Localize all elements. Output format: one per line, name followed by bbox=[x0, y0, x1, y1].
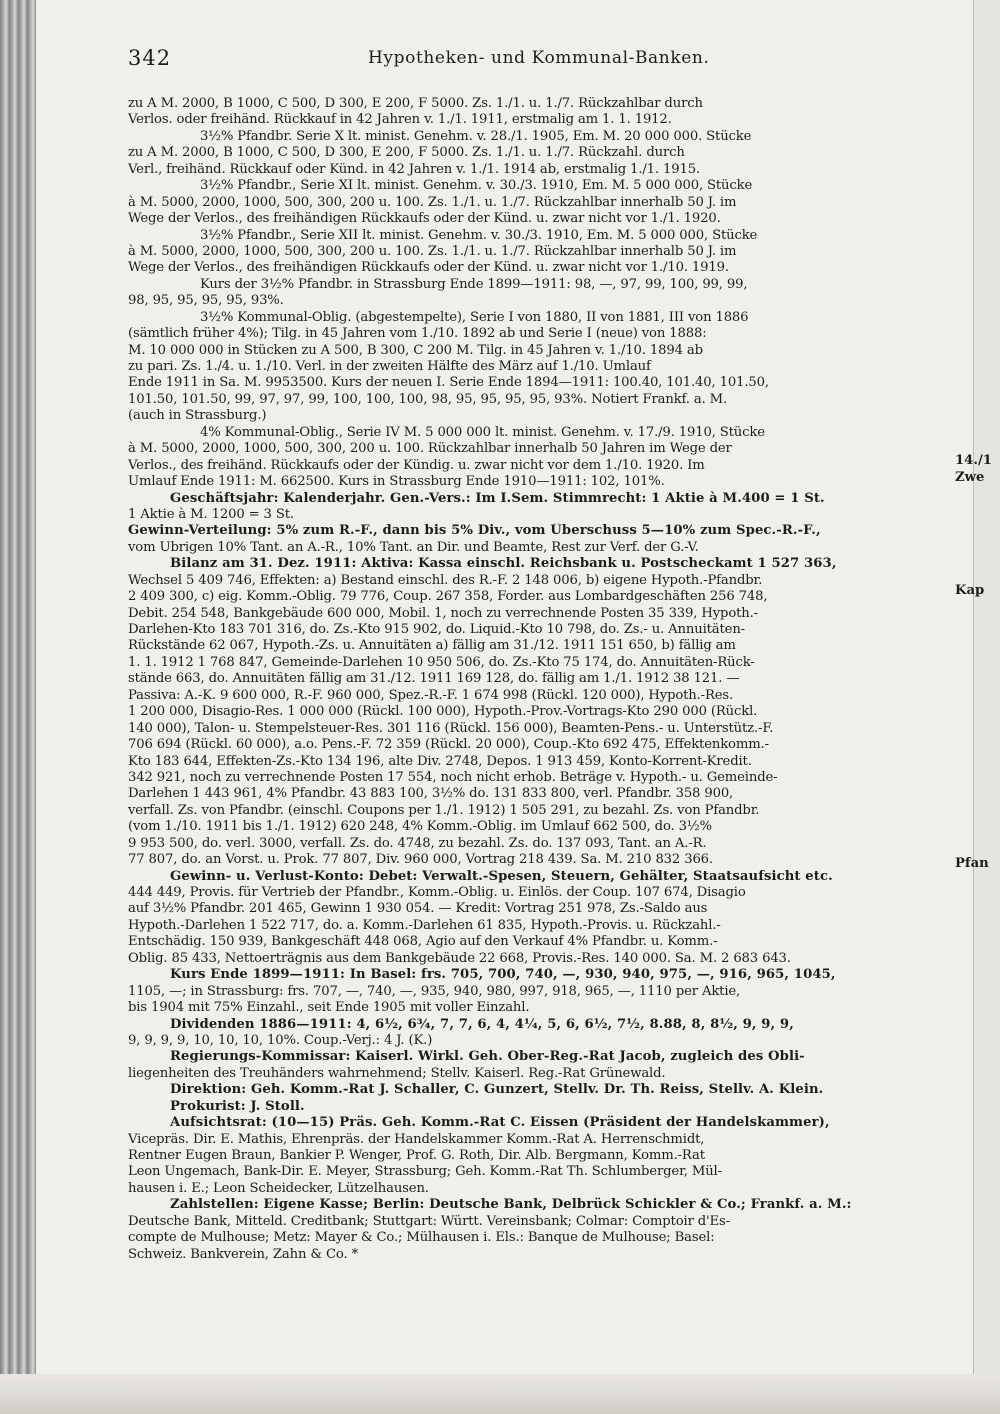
text-line: Passiva: A.-K. 9 600 000, R.-F. 960 000, Spez.-R.-F. 1 674 998 (Rückl. 120 000), Hypoth.-Res. bbox=[128, 687, 734, 703]
text-line: à M. 5000, 2000, 1000, 500, 300, 200 u. 100. Zs. 1./1. u. 1./7. Rückzahlbar innerhalb 50 J. im bbox=[128, 194, 737, 210]
text-line: 3½% Pfandbr., Serie XII lt. minist. Genehm. v. 30./3. 1910, Em. M. 5 000 000, Stücke bbox=[200, 227, 758, 243]
text-line: 3½% Pfandbr. Serie X lt. minist. Genehm. v. 28./1. 1905, Em. M. 20 000 000. Stücke bbox=[200, 128, 752, 144]
text-line: Verlos. oder freihänd. Rückkauf in 42 Jahren v. 1./1. 1911, erstmalig am 1. 1. 1912. bbox=[128, 112, 672, 128]
text-line: Kurs der 3½% Pfandbr. in Strassburg Ende 1899—1911: 98, —, 97, 99, 100, 99, 99, bbox=[200, 276, 748, 292]
page-body bbox=[128, 96, 968, 1263]
text-line: Wechsel 5 409 746, Effekten: a) Bestand einschl. des R.-F. 2 148 006, b) eigene Hypoth.-Pfandbr. bbox=[128, 572, 763, 588]
text-line: 444 449, Provis. für Vertrieb der Pfandbr., Komm.-Oblig. u. Einlös. der Coup. 107 674, Disagio bbox=[128, 885, 746, 900]
scan-bottom-edge bbox=[0, 1374, 1000, 1414]
text-line: Umlauf Ende 1911: M. 662500. Kurs in Strassburg Ende 1910—1911: 102, 101%. bbox=[128, 474, 665, 490]
text-line: 3½% Pfandbr., Serie XI lt. minist. Genehm. v. 30./3. 1910, Em. M. 5 000 000, Stücke bbox=[200, 178, 753, 194]
text-line: 1 200 000, Disagio-Res. 1 000 000 (Rückl. 100 000), Hypoth.-Prov.-Vortrags-Kto 290 000 (Rückl. bbox=[128, 704, 758, 720]
text-line: Hypoth.-Darlehen 1 522 717, do. a. Komm.-Darlehen 61 835, Hypoth.-Provis. u. Rückzahl.- bbox=[128, 917, 721, 933]
text-line: 1 Aktie à M. 1200 = 3 St. bbox=[128, 506, 294, 522]
text-line: hausen i. E.; Leon Scheidecker, Lützelhausen. bbox=[128, 1180, 429, 1196]
text-line: liegenheiten des Treuhänders wahrnehmend; Stellv. Kaiserl. Reg.-Rat Grünewald. bbox=[128, 1065, 666, 1081]
text-line: Verl., freihänd. Rückkauf oder Künd. in 42 Jahren v. 1./1. 1914 ab, erstmalig 1./1. 1915. bbox=[128, 161, 701, 177]
text-line: 706 694 (Rückl. 60 000), a.o. Pens.-F. 72 359 (Rückl. 20 000), Coup.-Kto 692 475, Effektenkomm.- bbox=[128, 737, 769, 753]
text-line: compte de Mulhouse; Metz: Mayer & Co.; Mülhausen i. Els.: Banque de Mulhouse; Basel: bbox=[128, 1230, 715, 1246]
scan-binding-edge bbox=[0, 0, 36, 1414]
text-line: 3½% Kommunal-Oblig. (abgestempelte), Serie I von 1880, II von 1881, III von 1886 bbox=[200, 309, 749, 325]
text-line: 77 807, do. an Vorst. u. Prok. 77 807, Div. 960 000, Vortrag 218 439. Sa. M. 210 832 366. bbox=[128, 852, 713, 868]
text-line: Leon Ungemach, Bank-Dir. E. Meyer, Strassburg; Geh. Komm.-Rat Th. Schlumberger, Mül- bbox=[128, 1164, 722, 1180]
adjacent-page-margin-text: Kap bbox=[955, 583, 985, 598]
adjacent-page-margin-text: Pfan bbox=[955, 856, 989, 871]
section-gewinn-verlust-konto: Gewinn- u. Verlust-Konto: Debet: Verwalt.-Spesen, Steuern, Gehälter, Staatsaufsicht etc. bbox=[170, 868, 833, 884]
text-line: 2 409 300, c) eig. Komm.-Oblig. 79 776, Coup. 267 358, Forder. aus Lombardgeschäften 256 748, bbox=[128, 589, 768, 605]
text-line: 342 921, noch zu verrechnende Posten 17 554, noch nicht erhob. Beträge v. Hypoth.- u. Gemeinde- bbox=[128, 769, 778, 785]
text-line: 98, 95, 95, 95, 95, 93%. bbox=[128, 293, 284, 309]
text-line: 1105, —; in Strassburg: frs. 707, —, 740, —, 935, 940, 980, 997, 918, 965, —, 1110 per Aktie, bbox=[128, 983, 741, 999]
text-line: verfall. Zs. von Pfandbr. (einschl. Coupons per 1./1. 1912) 1 505 291, zu bezahl. Zs. von Pfandbr. bbox=[128, 802, 760, 818]
page-number: 342 bbox=[128, 46, 172, 70]
section-aufsichtsrat: Aufsichtsrat: (10—15) Präs. Geh. Komm.-Rat C. Eissen (Präsident der Handelskammer), bbox=[170, 1115, 830, 1131]
text-line: 9 953 500, do. verl. 3000, verfall. Zs. do. 4748, zu bezahl. Zs. do. 137 093, Tant. an A.-R. bbox=[128, 835, 707, 851]
section-gewinn-verteilung: Gewinn-Verteilung: 5% zum R.-F., dann bis 5% Div., vom Überschuss 5—10% zum Spec.-R.-F., bbox=[128, 523, 821, 539]
text-line: (vom 1./10. 1911 bis 1./1. 1912) 620 248, 4% Komm.-Oblig. im Umlauf 662 500, do. 3½% bbox=[128, 819, 712, 835]
text-line: Darlehen-Kto 183 701 316, do. Zs.-Kto 915 902, do. Liquid.-Kto 10 798, do. Zs.- u. Annuitäten- bbox=[128, 622, 745, 637]
text-line: M. 10 000 000 in Stücken zu A 500, B 300, C 200 M. Tilg. in 45 Jahren v. 1./10. 1894 ab bbox=[128, 342, 703, 358]
text-line: Entschädig. 150 939, Bankgeschäft 448 068, Agio auf den Verkauf 4% Pfandbr. u. Komm.- bbox=[128, 934, 718, 950]
section-zahlstellen: Zahlstellen: Eigene Kasse; Berlin: Deutsche Bank, Delbrück Schickler & Co.; Frankf. a. M.: bbox=[170, 1197, 852, 1213]
section-prokurist: Prokurist: J. Stoll. bbox=[170, 1098, 305, 1114]
running-title: Hypotheken- und Kommunal-Banken. bbox=[368, 48, 710, 68]
text-line: Kto 183 644, Effekten-Zs.-Kto 134 196, alte Div. 2748, Depos. 1 913 459, Konto-Korrent-Kredit. bbox=[128, 753, 752, 769]
text-line: 1. 1. 1912 1 768 847, Gemeinde-Darlehen 10 950 506, do. Zs.-Kto 75 174, do. Annuitäten-Rück- bbox=[128, 654, 755, 670]
text-line: Schweiz. Bankverein, Zahn & Co. * bbox=[128, 1246, 359, 1262]
text-line: 140 000), Talon- u. Stempelsteuer-Res. 301 116 (Rückl. 156 000), Beamten-Pens.- u. Unterstütz.-F. bbox=[128, 720, 774, 736]
section-regierungs-kommissar: Regierungs-Kommissar: Kaiserl. Wirkl. Geh. Ober-Reg.-Rat Jacob, zugleich des Obli- bbox=[170, 1049, 805, 1065]
text-line: zu A M. 2000, B 1000, C 500, D 300, E 200, F 5000. Zs. 1./1. u. 1./7. Rückzahl. durch bbox=[128, 145, 685, 161]
text-line: auf 3½% Pfandbr. 201 465, Gewinn 1 930 054. — Kredit: Vortrag 251 978, Zs.-Saldo aus bbox=[128, 901, 708, 917]
text-line: bis 1904 mit 75% Einzahl., seit Ende 1905 mit voller Einzahl. bbox=[128, 1000, 530, 1016]
adjacent-page-edge bbox=[973, 0, 1000, 1414]
section-direktion: Direktion: Geh. Komm.-Rat J. Schaller, C. Gunzert, Stellv. Dr. Th. Reiss, Stellv. A. Klein. bbox=[170, 1082, 824, 1098]
section-bilanz: Bilanz am 31. Dez. 1911: Aktiva: Kassa einschl. Reichsbank u. Postscheckamt 1 527 363, bbox=[170, 556, 837, 572]
text-line: 4% Kommunal-Oblig., Serie IV M. 5 000 000 lt. minist. Genehm. v. 17./9. 1910, Stücke bbox=[200, 424, 765, 440]
text-line: Verlos., des freihänd. Rückkaufs oder der Kündig. u. zwar nicht vor dem 1./10. 1920. Im bbox=[128, 457, 705, 473]
text-line: (auch in Strassburg.) bbox=[128, 408, 267, 424]
section-geschaeftsjahr: Geschäftsjahr: Kalenderjahr. Gen.-Vers.: Im I.Sem. Stimmrecht: 1 Aktie à M.400 = 1 St. bbox=[170, 490, 825, 506]
text-line: Ende 1911 in Sa. M. 9953500. Kurs der neuen I. Serie Ende 1894—1911: 100.40, 101.40, 101.50, bbox=[128, 375, 769, 391]
text-line: 9, 9, 9, 9, 10, 10, 10, 10%. Coup.-Verj.: 4 J. (K.) bbox=[128, 1032, 433, 1048]
text-line: à M. 5000, 2000, 1000, 500, 300, 200 u. 100. Rückzahlbar innerhalb 50 Jahren im Wege der bbox=[128, 441, 732, 457]
text-line: Oblig. 85 433, Nettoerträgnis aus dem Bankgebäude 22 668, Provis.-Res. 140 000. Sa. M. 2 683 643. bbox=[128, 950, 791, 966]
text-line: Debit. 254 548, Bankgebäude 600 000, Mobil. 1, noch zu verrechnende Posten 35 339, Hypoth.- bbox=[128, 605, 758, 621]
text-line: Wege der Verlos., des freihändigen Rückkaufs oder der Künd. u. zwar nicht vor 1./10. 1919. bbox=[128, 260, 729, 276]
adjacent-page-margin-text: 14./1 bbox=[955, 453, 992, 468]
text-line: Wege der Verlos., des freihändigen Rückkaufs oder der Künd. u. zwar nicht vor 1./1. 1920. bbox=[128, 211, 721, 227]
text-line: vom Übrigen 10% Tant. an A.-R., 10% Tant. an Dir. und Beamte, Rest zur Verf. der G.-V. bbox=[128, 539, 699, 555]
section-dividenden: Dividenden 1886—1911: 4, 6½, 6¾, 7, 7, 6, 4, 4¼, 5, 6, 6½, 7½, 8.88, 8, 8½, 9, 9, 9, bbox=[170, 1016, 794, 1032]
text-line: 101.50, 101.50, 99, 97, 97, 99, 100, 100, 100, 98, 95, 95, 95, 95, 93%. Notiert Frankf. a. M. bbox=[128, 391, 728, 407]
section-kurs: Kurs Ende 1899—1911: In Basel: frs. 705, 700, 740, —, 930, 940, 975, —, 916, 965, 1045, bbox=[170, 967, 836, 983]
text-line: (sämtlich früher 4%); Tilg. in 45 Jahren vom 1./10. 1892 ab und Serie I (neue) von 1888: bbox=[128, 326, 707, 342]
adjacent-page-margin-text: Zwe bbox=[955, 470, 985, 485]
text-line: à M. 5000, 2000, 1000, 500, 300, 200 u. 100. Zs. 1./1. u. 1./7. Rückzahlbar innerhalb 50 J. im bbox=[128, 243, 737, 259]
text-line: Vicepräs. Dir. E. Mathis, Ehrenpräs. der Handelskammer Komm.-Rat A. Herrenschmidt, bbox=[128, 1131, 705, 1147]
text-line: zu pari. Zs. 1./4. u. 1./10. Verl. in der zweiten Hälfte des März auf 1./10. Umlauf bbox=[128, 359, 651, 374]
text-line: Rückstände 62 067, Hypoth.-Zs. u. Annuitäten a) fällig am 31./12. 1911 151 650, b) fällig am bbox=[128, 638, 736, 654]
text-line: Rentner Eugen Braun, Bankier P. Wenger, Prof. G. Roth, Dir. Alb. Bergmann, Komm.-Rat bbox=[128, 1148, 705, 1163]
text-line: Deutsche Bank, Mitteld. Creditbank; Stuttgart: Württ. Vereinsbank; Colmar: Comptoir d'Es- bbox=[128, 1213, 730, 1229]
text-line: zu A M. 2000, B 1000, C 500, D 300, E 200, F 5000. Zs. 1./1. u. 1./7. Rückzahlbar durch bbox=[128, 96, 703, 111]
text-line: stände 663, do. Annuitäten fällig am 31./12. 1911 169 128, do. fällig am 1./1. 1912 38 121. — bbox=[128, 671, 740, 687]
text-line: Darlehen 1 443 961, 4% Pfandbr. 43 883 100, 3½% do. 131 833 800, verl. Pfandbr. 358 900, bbox=[128, 786, 734, 802]
